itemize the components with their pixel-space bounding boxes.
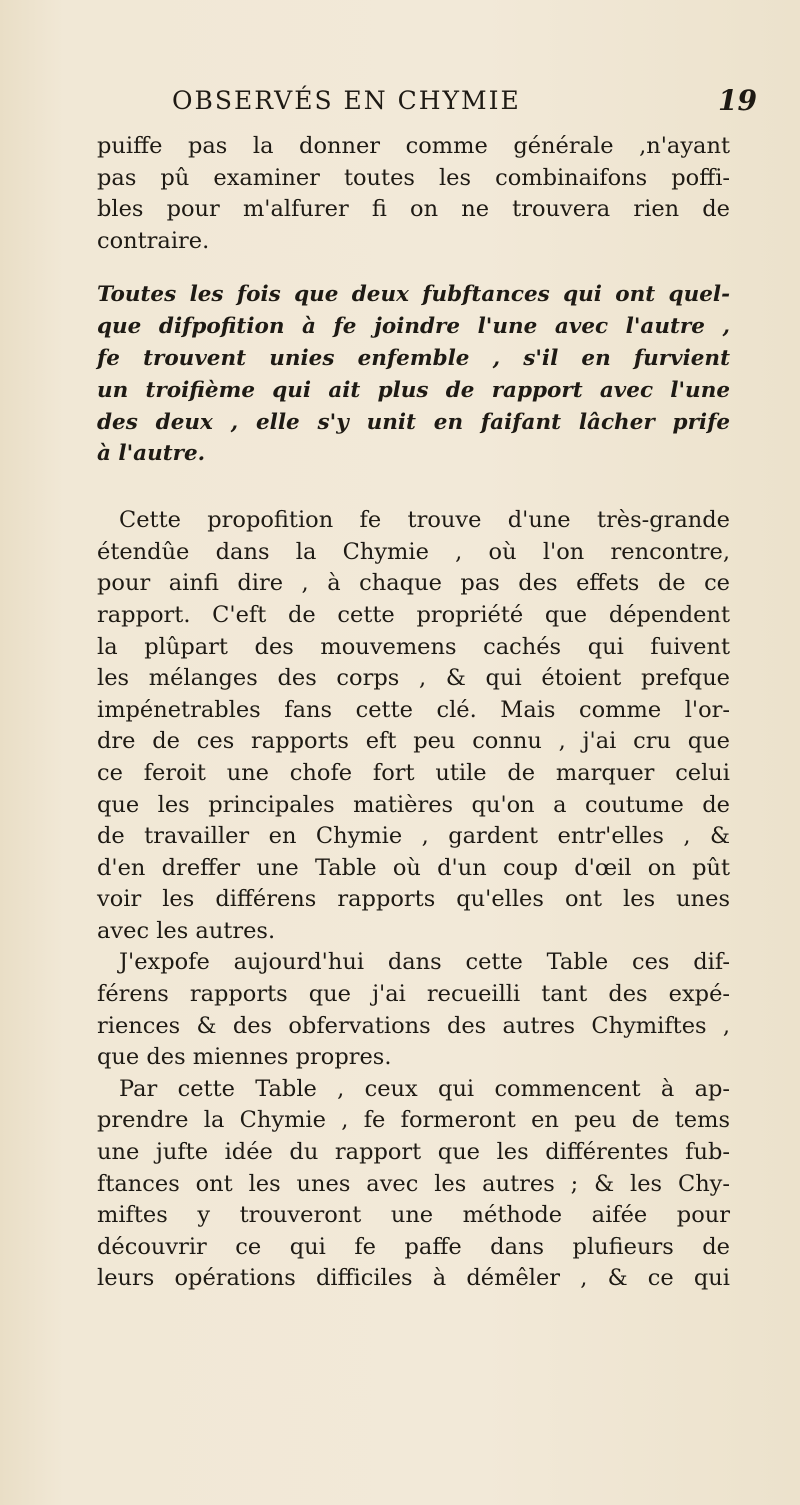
text-line: de travailler en Chymie , gardent entr'elles , & [97,823,730,850]
text-line: les mélanges des corps , & qui étoient prefque [97,665,730,692]
text-line: ftances ont les unes avec les autres ; & les Chy- [97,1170,730,1197]
paragraph-2-proposition [97,279,730,470]
text-line: miftes y trouveront une méthode aifée pour [97,1202,730,1229]
page-header [0,86,800,126]
text-line: d'en dreffer une Table où d'un coup d'œil on pût [97,854,730,881]
running-head: OBSERVÉS EN CHYMIE [172,86,521,115]
text-line: des deux , elle s'y unit en faifant lâcher prife [97,409,730,435]
text-line: prendre la Chymie , fe formeront en peu de tems [97,1107,730,1134]
text-line: que des miennes propres. [97,1044,392,1071]
paragraph-3 [97,505,730,947]
text-line: leurs opérations difficiles à démêler , & ce qui [97,1265,730,1292]
text-line: avec les autres. [97,917,276,944]
text-line: Cette propofition fe trouve d'une très-grande [119,507,730,534]
text-line: pour ainfi dire , à chaque pas des effets de ce [97,570,730,597]
text-line: contraire. [97,227,210,254]
text-line: pas pû examiner toutes les combinaifons poffi- [97,164,730,191]
text-line: rapport. C'eft de cette propriété que dépendent [97,601,730,628]
text-line: dre de ces rapports eft peu connu , j'ai cru que [97,728,730,755]
text-line: découvrir ce qui fe paffe dans plufieurs de [97,1233,730,1260]
text-line: à l'autre. [97,441,206,467]
text-line: que difpofition à fe joindre l'une avec l'autre , [97,314,730,340]
body-text [97,131,730,1295]
paragraph-1 [97,131,730,257]
paragraph-5 [97,1074,730,1295]
text-line: impénetrables fans cette clé. Mais comme l'or- [97,696,730,723]
text-line: un troifième qui ait plus de rapport avec l'une [97,377,730,403]
text-line: Par cette Table , ceux qui commencent à ap- [119,1075,730,1102]
text-line: la plûpart des mouvemens cachés qui fuivent [97,633,730,660]
text-line: que les principales matières qu'on a coutume de [97,791,730,818]
text-line: Toutes les fois que deux fubftances qui ont quel- [97,282,730,308]
text-line: férens rapports que j'ai recueilli tant des expé- [97,981,730,1008]
text-line: une jufte idée du rapport que les différentes fub- [97,1139,730,1166]
text-line: bles pour m'alfurer fi on ne trouvera rien de [97,196,730,223]
text-line: J'expofe aujourd'hui dans cette Table ces dif- [119,949,730,976]
text-line: ce feroit une chofe fort utile de marquer celui [97,759,730,786]
text-line: riences & des obfervations des autres Chymiftes , [97,1012,730,1039]
page-number: 19 [718,84,757,117]
text-line: fe trouvent unies enfemble , s'il en furvient [97,345,730,371]
text-line: étendûe dans la Chymie , où l'on rencontre, [97,538,730,565]
text-line: voir les différens rapports qu'elles ont les unes [97,886,730,913]
text-line: puiffe pas la donner comme générale ,n'ayant [97,133,730,159]
paragraph-4 [97,947,730,1073]
